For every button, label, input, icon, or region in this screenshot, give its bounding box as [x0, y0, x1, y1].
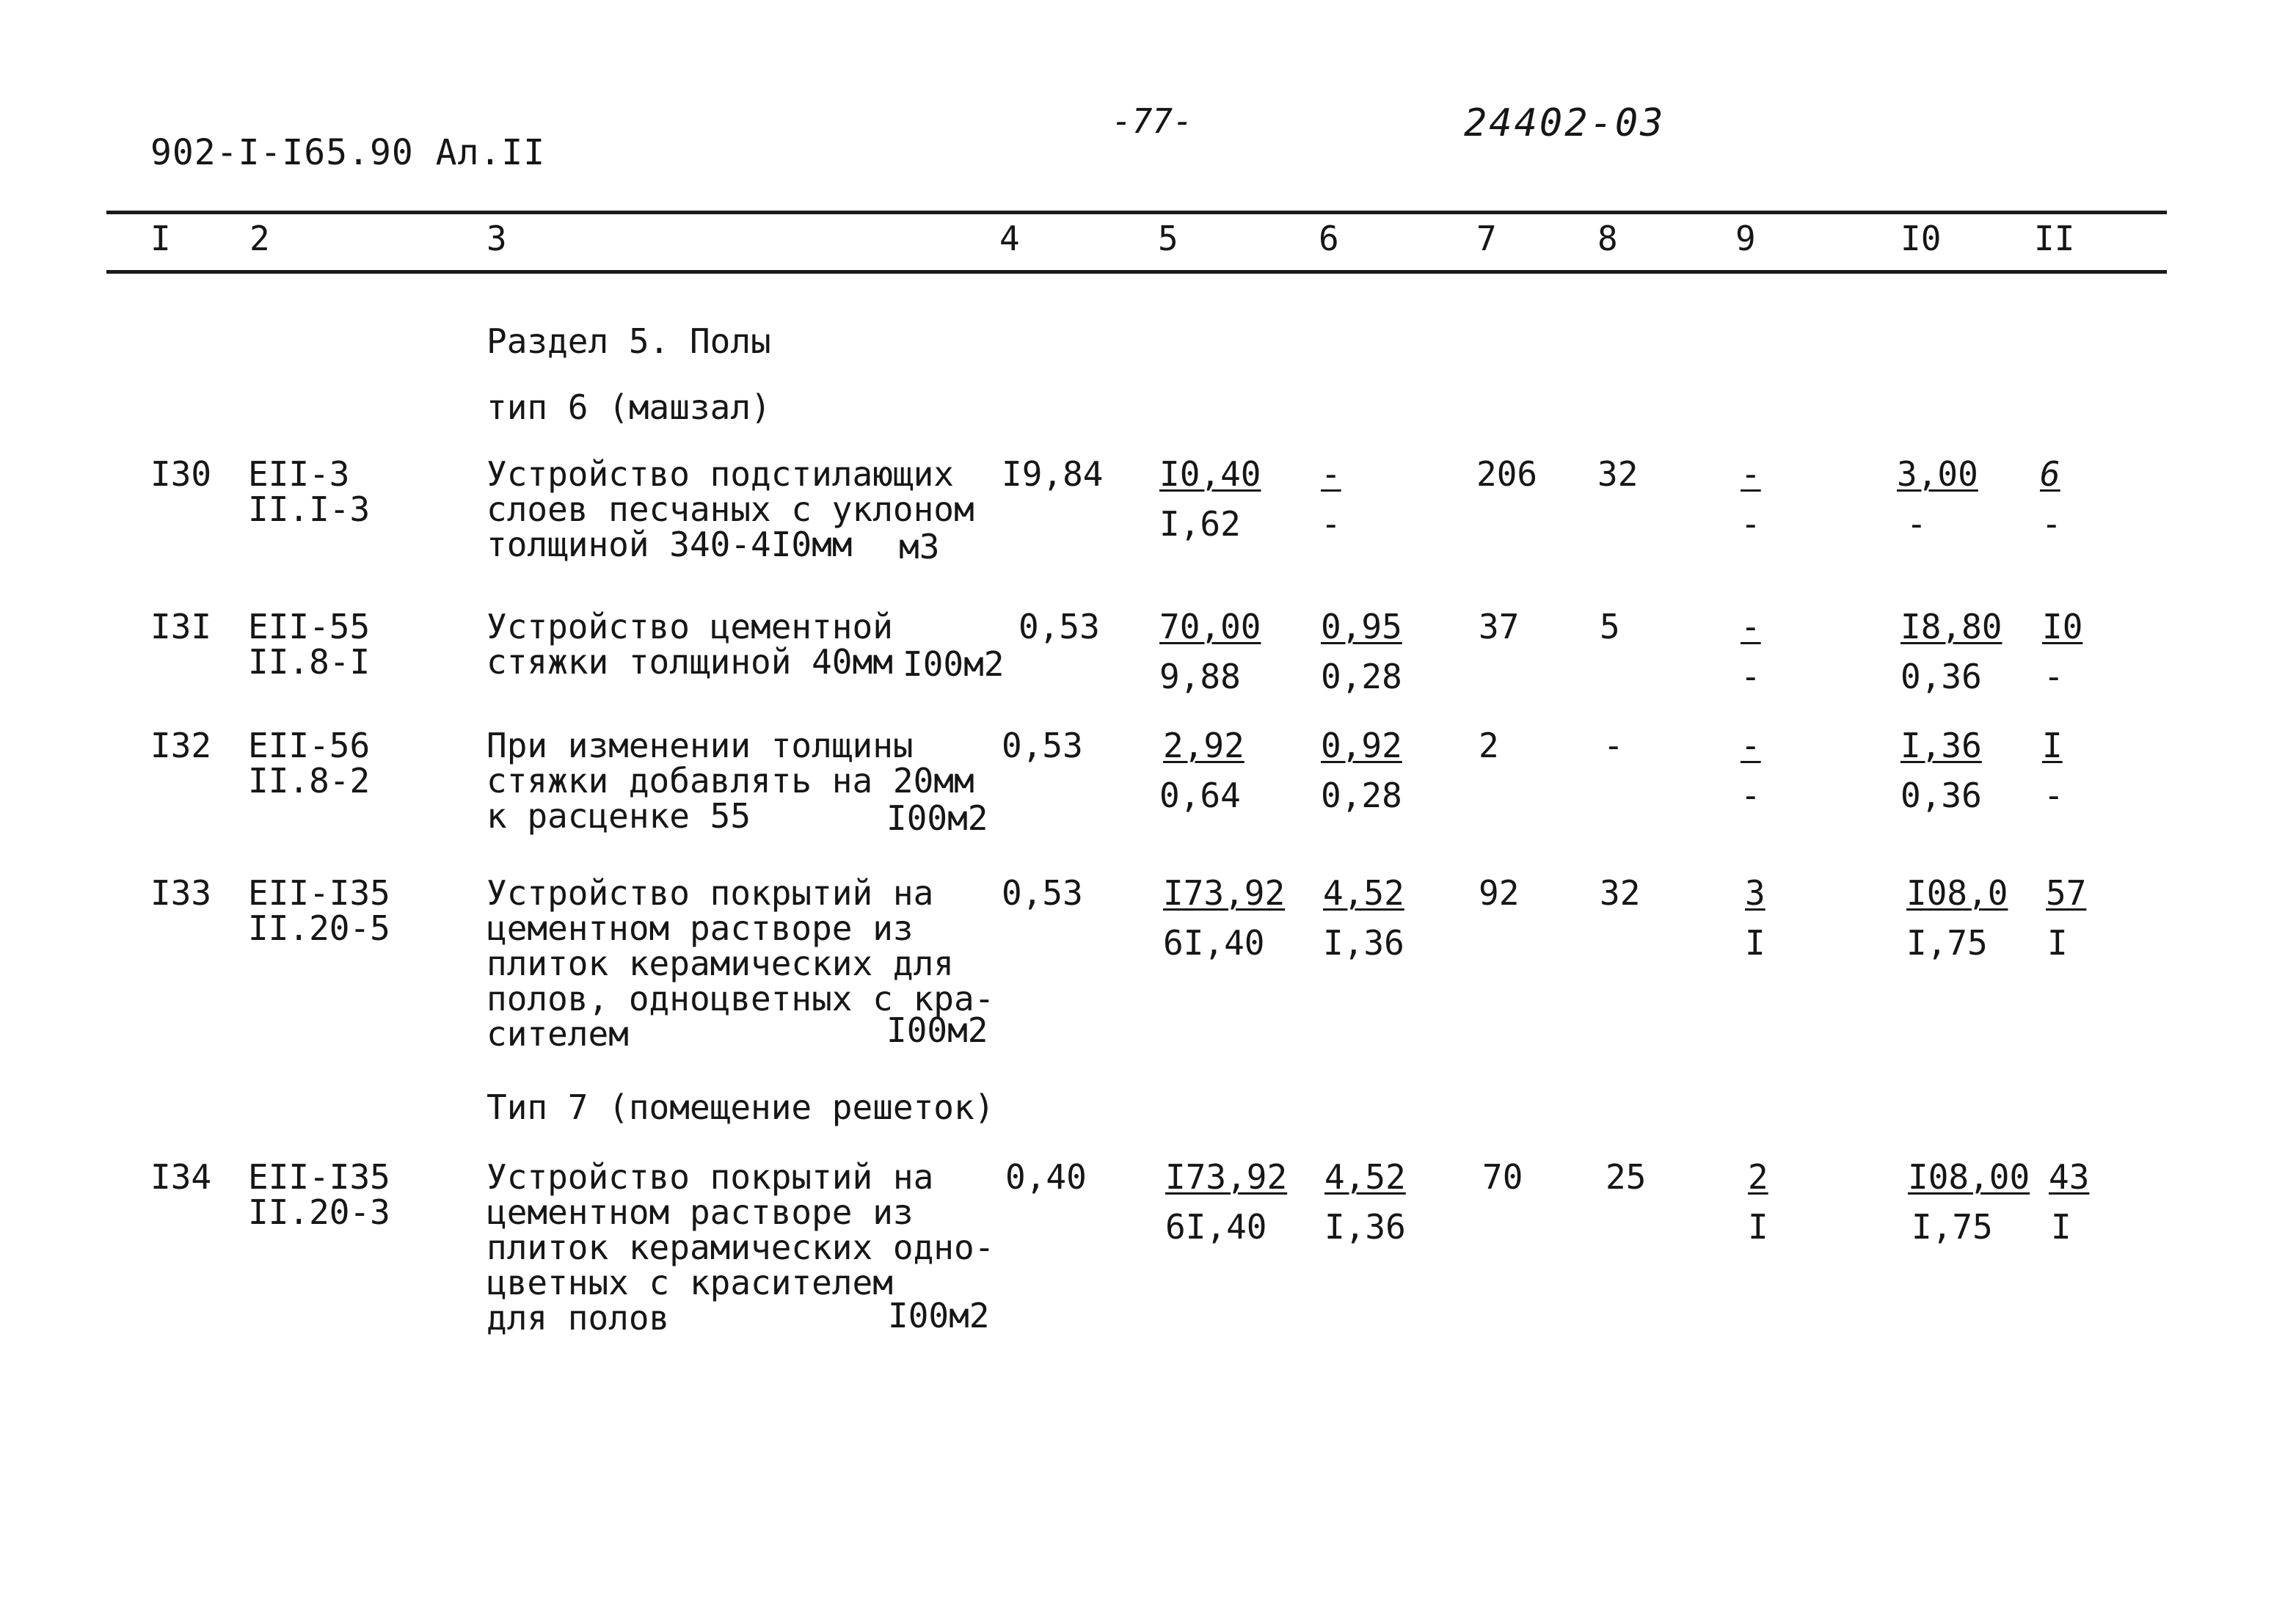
col9-top: - — [1741, 726, 1761, 765]
col6-top: 4,52 — [1323, 873, 1404, 913]
col7-value: 37 — [1479, 607, 1520, 646]
quantity: 0,53 — [1002, 873, 1083, 913]
col5-top: I73,92 — [1165, 1157, 1288, 1197]
subsection-title: тип 6 (машзал) — [486, 387, 771, 427]
col11-top: I — [2042, 726, 2063, 765]
col11-bottom: I — [2047, 923, 2068, 963]
col10-top: I08,00 — [1908, 1157, 2030, 1197]
col11-top: I0 — [2042, 607, 2083, 646]
col6-top: 0,92 — [1321, 726, 1402, 765]
rate-subcode: II.8-I — [248, 642, 371, 682]
work-description: Устройство подстилающих слоев песчаных с уклоном толщиной 340-4I0мм — [486, 454, 974, 564]
rate-subcode: II.I-3 — [248, 489, 371, 529]
quantity: 0,40 — [1005, 1157, 1087, 1197]
rate-code: EII-56 — [248, 726, 371, 765]
col10-top: 3,00 — [1897, 454, 1978, 494]
rate-subcode: II.8-2 — [248, 761, 371, 801]
rate-code: EII-3 — [248, 454, 350, 494]
col9-bottom: - — [1741, 657, 1761, 696]
unit: I00м2 — [888, 1296, 990, 1335]
rate-code: EII-I35 — [248, 1157, 390, 1197]
col10-top: I,36 — [1900, 726, 1982, 765]
work-description: При изменении толщины стяжки добавлять на 20мм к расценке 55 — [486, 726, 974, 836]
table-header-top-rule — [106, 211, 2167, 214]
col9-top: - — [1741, 454, 1761, 494]
col5-bottom: 6I,40 — [1165, 1207, 1267, 1247]
handwritten-reference-number: 24402-03 — [1464, 101, 1666, 145]
col11-top: 57 — [2046, 873, 2087, 913]
column-header: 2 — [249, 219, 270, 258]
col6-bottom: 0,28 — [1321, 776, 1402, 815]
page-number: -77- — [1112, 101, 1193, 141]
quantity: I9,84 — [1002, 454, 1104, 494]
work-description: Устройство цементной стяжки толщиной 40мм — [486, 607, 893, 682]
col7-value: 92 — [1479, 873, 1520, 913]
col10-bottom: 0,36 — [1900, 657, 1982, 696]
column-header: 6 — [1319, 219, 1339, 258]
col9-bottom: - — [1741, 776, 1761, 815]
rate-code: EII-I35 — [248, 873, 390, 913]
col9-bottom: - — [1741, 504, 1761, 544]
column-header: 3 — [486, 219, 507, 258]
row-number: I33 — [150, 873, 212, 913]
table-header-bottom-rule — [106, 270, 2167, 274]
column-header: 9 — [1735, 219, 1756, 258]
work-description: Устройство покрытий на цементном растворе из плиток керамических одно- цветных с красителем для полов — [486, 1157, 995, 1338]
col5-top: I73,92 — [1163, 873, 1286, 913]
rate-subcode: II.20-3 — [248, 1192, 390, 1232]
col10-top: I08,0 — [1906, 873, 2008, 913]
col9-top: - — [1741, 607, 1761, 646]
section-title: Раздел 5. Полы — [486, 321, 771, 361]
col11-bottom: - — [2044, 776, 2064, 815]
col6-top: 0,95 — [1321, 607, 1402, 646]
col7-value: 2 — [1479, 726, 1499, 765]
col5-top: I0,40 — [1159, 454, 1261, 494]
col8-value: 32 — [1597, 454, 1639, 494]
col9-top: 2 — [1748, 1157, 1768, 1197]
col6-bottom: I,36 — [1324, 1207, 1406, 1247]
column-header: 7 — [1476, 219, 1497, 258]
col6-top: - — [1321, 454, 1341, 494]
col11-top: 6 — [2040, 454, 2060, 494]
col10-bottom: - — [1906, 504, 1927, 544]
col6-top: 4,52 — [1324, 1157, 1406, 1197]
col5-top: 70,00 — [1159, 607, 1261, 646]
col8-value: 5 — [1600, 607, 1620, 646]
col10-bottom: I,75 — [1911, 1207, 1993, 1247]
col9-bottom: I — [1745, 923, 1765, 963]
col9-top: 3 — [1745, 873, 1765, 913]
rate-code: EII-55 — [248, 607, 371, 646]
subsection-title: Тип 7 (помещение решеток) — [486, 1087, 995, 1127]
col5-bottom: 9,88 — [1159, 657, 1241, 696]
col8-value: - — [1603, 726, 1624, 765]
col10-top: I8,80 — [1900, 607, 2002, 646]
unit: м3 — [899, 527, 940, 566]
col8-value: 32 — [1600, 873, 1641, 913]
col5-bottom: I,62 — [1159, 504, 1241, 544]
rate-subcode: II.20-5 — [248, 908, 390, 948]
unit: I00м2 — [903, 644, 1005, 684]
row-number: I30 — [150, 454, 212, 494]
column-header: 8 — [1597, 219, 1618, 258]
col7-value: 70 — [1482, 1157, 1523, 1197]
col6-bottom: 0,28 — [1321, 657, 1402, 696]
col6-bottom: I,36 — [1323, 923, 1404, 963]
col11-top: 43 — [2049, 1157, 2090, 1197]
col5-bottom: 6I,40 — [1163, 923, 1265, 963]
column-header: II — [2034, 219, 2075, 258]
col11-bottom: - — [2044, 657, 2064, 696]
col5-bottom: 0,64 — [1159, 776, 1241, 815]
col9-bottom: I — [1748, 1207, 1768, 1247]
col8-value: 25 — [1606, 1157, 1647, 1197]
column-header: 4 — [999, 219, 1020, 258]
col10-bottom: 0,36 — [1900, 776, 1982, 815]
document-code: 902-I-I65.90 Ал.II — [150, 132, 546, 173]
row-number: I3I — [150, 607, 212, 646]
row-number: I32 — [150, 726, 212, 765]
quantity: 0,53 — [1002, 726, 1083, 765]
unit: I00м2 — [886, 798, 988, 838]
column-header: 5 — [1158, 219, 1178, 258]
column-header: I — [150, 219, 171, 258]
col5-top: 2,92 — [1163, 726, 1244, 765]
col11-bottom: I — [2051, 1207, 2071, 1247]
column-header: I0 — [1900, 219, 1942, 258]
col7-value: 206 — [1476, 454, 1538, 494]
row-number: I34 — [150, 1157, 212, 1197]
col11-bottom: - — [2041, 504, 2062, 544]
col10-bottom: I,75 — [1906, 923, 1988, 963]
quantity: 0,53 — [1018, 607, 1100, 646]
unit: I00м2 — [886, 1010, 988, 1050]
col6-bottom: - — [1321, 504, 1341, 544]
work-description: Устройство покрытий на цементном растворе из плиток керамических для полов, одноцветных с кра- сителем — [486, 873, 995, 1054]
